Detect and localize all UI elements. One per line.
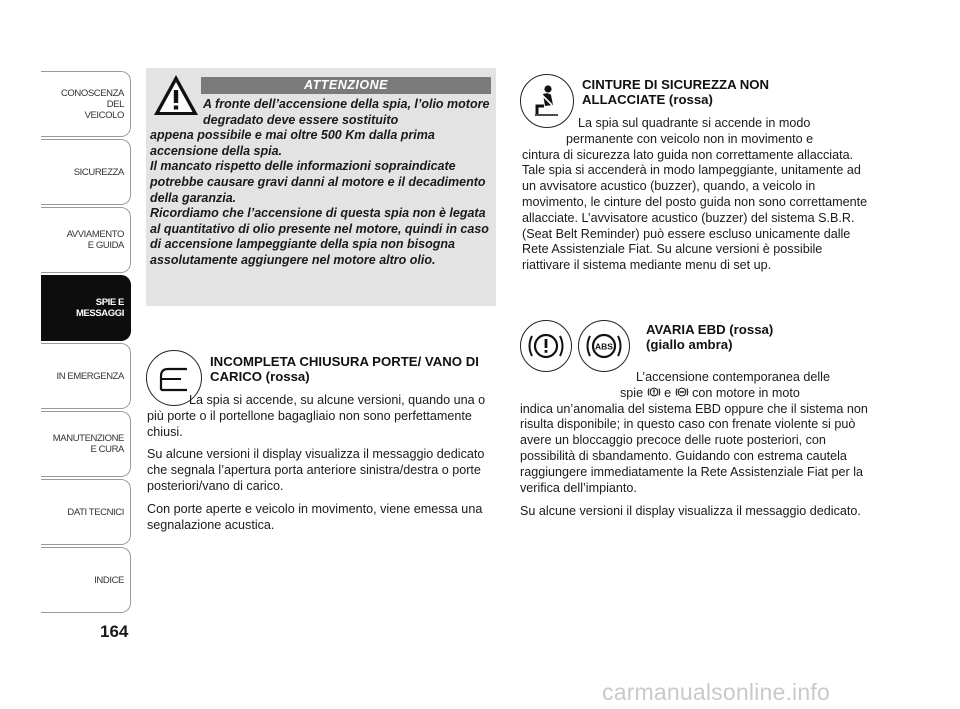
seatbelt-line-2: permanente con veicolo non in movimento e [566,131,814,146]
watermark: carmanualsonline.info [602,679,830,705]
tab-label: AVVIAMENTO E GUIDA [66,229,124,251]
tab-avviamento-e-guida[interactable] [41,207,131,273]
warning-text-first: A fronte dell’accensione della spia, l’olio motore degradato deve essere sostituito [203,97,490,127]
ebd-line-2-c: con motore in moto [692,385,800,400]
abs-icon [578,320,630,372]
doors-title: INCOMPLETA CHIUSURA PORTE/ VANO DI CARICO (rossa) [210,354,479,384]
warning-text [150,97,492,269]
brake-warning-inline-icon [647,386,661,398]
abs-icon-label: ABS [595,341,613,352]
doors-paragraph-2: Su alcune versioni il display visualizza il messaggio dedicato che segnala l’apertura porta anteriore sinistra/destra o porte posteriori/vano di carico. [147,447,485,493]
warning-header: ATTENZIONE [201,77,491,94]
seatbelt-title [582,77,862,107]
tab-indice[interactable] [41,547,131,613]
tab-label: IN EMERGENZA [56,370,124,382]
tab-label: MANUTENZIONE E CURA [52,433,124,455]
seatbelt-title-line-1: CINTURE DI SICUREZZA NON [582,77,770,92]
ebd-paragraph-2: Su alcune versioni il display visualizza il messaggio dedicato. [520,504,861,519]
tab-manutenzione-e-cura[interactable] [41,411,131,477]
page-number: 164 [100,622,129,641]
tab-conoscenza-del-veicolo[interactable] [41,71,131,137]
ebd-line-1: L’accensione contemporanea delle [636,370,830,384]
tab-label: SPIE E MESSAGGI [75,297,124,319]
warning-text-rest: appena possibile e mai oltre 500 Km dalla prima accensione della spia. [150,128,435,158]
tab-label: CONOSCENZA DEL VEICOLO [60,87,124,121]
ebd-line-2 [520,386,868,402]
tab-sicurezza[interactable] [41,139,131,205]
abs-inline-icon [675,386,689,398]
tab-spie-e-messaggi[interactable] [41,275,131,341]
doors-paragraph-1: La spia si accende, su alcune versioni, quando una o più porte o il portellone bagagliaio non sono perfettamente chiusi. [147,393,486,439]
tab-label: SICUREZZA [73,166,124,178]
brake-warning-icon [520,320,572,372]
seatbelt-body [522,116,868,274]
seatbelt-rest: cintura di sicurezza lato guida non correttamente allacciata. Tale spia si accenderà in modo lampeggiante, unitamente ad un avvisatore acustico (buzzer), quando, a veicolo in movimento, le cinture del posto guida non sono correttamente allacciate. L’avvisatore acustico (buzzer) del sistema S.B.R. (Seat Belt Reminder) può essere escluso unicamente dalle Rete Assistenziale Fiat. Su alcune versioni è possibile riattivare il sistema mediante menu di set up. [522,147,868,273]
ebd-title-line-1: AVARIA EBD (rossa) [646,322,774,337]
seatbelt-line-1: La spia sul quadrante si accende in modo [578,116,811,130]
ebd-line-2-a: spie [620,385,644,400]
doors-body [147,393,495,540]
ebd-rest: indica un’anomalia del sistema EBD oppure che il sistema non risulta disponibile; in questo caso con frenate violente si può avere un bloccaggio precoce delle ruote posteriori, con possibilità di sbandamento. Guidando con estrema cautela raggiungere immediatamente la Rete Assistenziale Fiat per la verifica dell’impianto. [520,401,868,495]
tab-in-emergenza[interactable] [41,343,131,409]
ebd-body [520,370,868,527]
warning-text-second: Il mancato rispetto delle informazioni sopraindicate potrebbe causare gravi danni al motore e il decadimento della garanzia. [150,159,486,205]
ebd-line-2-b: e [664,385,672,400]
ebd-title-line-2: (giallo ambra) [646,337,733,352]
doors-paragraph-3: Con porte aperte e veicolo in movimento, viene emessa una segnalazione acustica. [147,501,483,532]
tab-label: INDICE [94,574,124,586]
ebd-title [646,322,866,352]
warning-text-third: Ricordiamo che l’accensione di questa spia non è legata al quantitativo di olio presente nel motore, quindi in caso di accensione lampeggiante della spia non bisogna assolutamente aggiungere nel motore altro olio. [150,206,489,267]
tab-dati-tecnici[interactable] [41,479,131,545]
tab-label: DATI TECNICI [67,506,124,518]
seatbelt-title-line-2: ALLACCIATE (rossa) [582,92,713,107]
